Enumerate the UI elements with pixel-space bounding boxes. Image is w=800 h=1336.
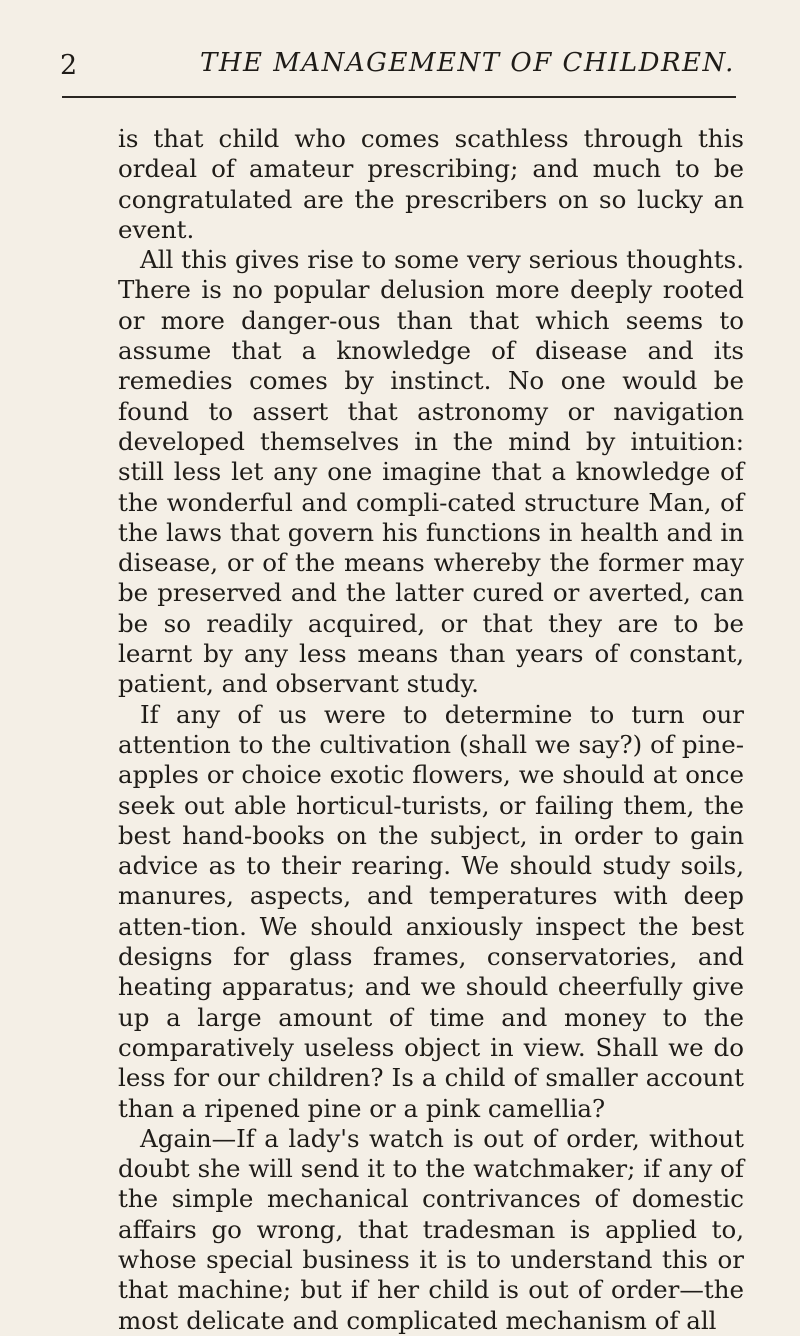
header-rule	[62, 96, 736, 98]
body-text	[118, 124, 744, 1336]
paragraph: If any of us were to determine to turn our attention to the cultivation (shall we say?) of pine-apples or choice exotic flowers, we should at once seek out able horticul-turists, or failing them, the best hand-books on the subject, in order to gain advice as to their rearing. We should study soils, manures, aspects, and temperatures with deep atten-tion. We should anxiously inspect the best designs for glass frames, conservatories, and heating apparatus; and we should cheerfully give up a large amount of time and money to the comparatively useless object in view. Shall we do less for our children? Is a child of smaller account than a ripened pine or a pink camellia?	[118, 699, 744, 1123]
paragraph: Again—If a lady's watch is out of order, without doubt she will send it to the watchmaker; if any of the simple mechanical contrivances of domestic affairs go wrong, that tradesman is applied to, whose special business it is to understand this or that machine; but if her child is out of order—the most delicate and complicated mechanism of all	[118, 1123, 744, 1335]
paragraph: is that child who comes scathless through this ordeal of amateur prescribing; and much to be congratulated are the prescribers on so lucky an event.	[118, 124, 744, 244]
running-title: THE MANAGEMENT OF CHILDREN.	[200, 48, 735, 78]
page-number: 2	[60, 50, 78, 81]
paragraph: All this gives rise to some very serious thoughts. There is no popular delusion more deeply rooted or more danger-ous than that which seems to assume that a knowledge of disease and its remedies comes by instinct. No one would be found to assert that astronomy or navigation developed themselves in the mind by intuition: still less let any one imagine that a knowledge of the wonderful and compli-cated structure Man, of the laws that govern his functions in health and in disease, or of the means whereby the former may be preserved and the latter cured or averted, can be so readily acquired, or that they are to be learnt by any less means than years of constant, patient, and observant study.	[118, 245, 744, 699]
page-header	[60, 44, 740, 94]
